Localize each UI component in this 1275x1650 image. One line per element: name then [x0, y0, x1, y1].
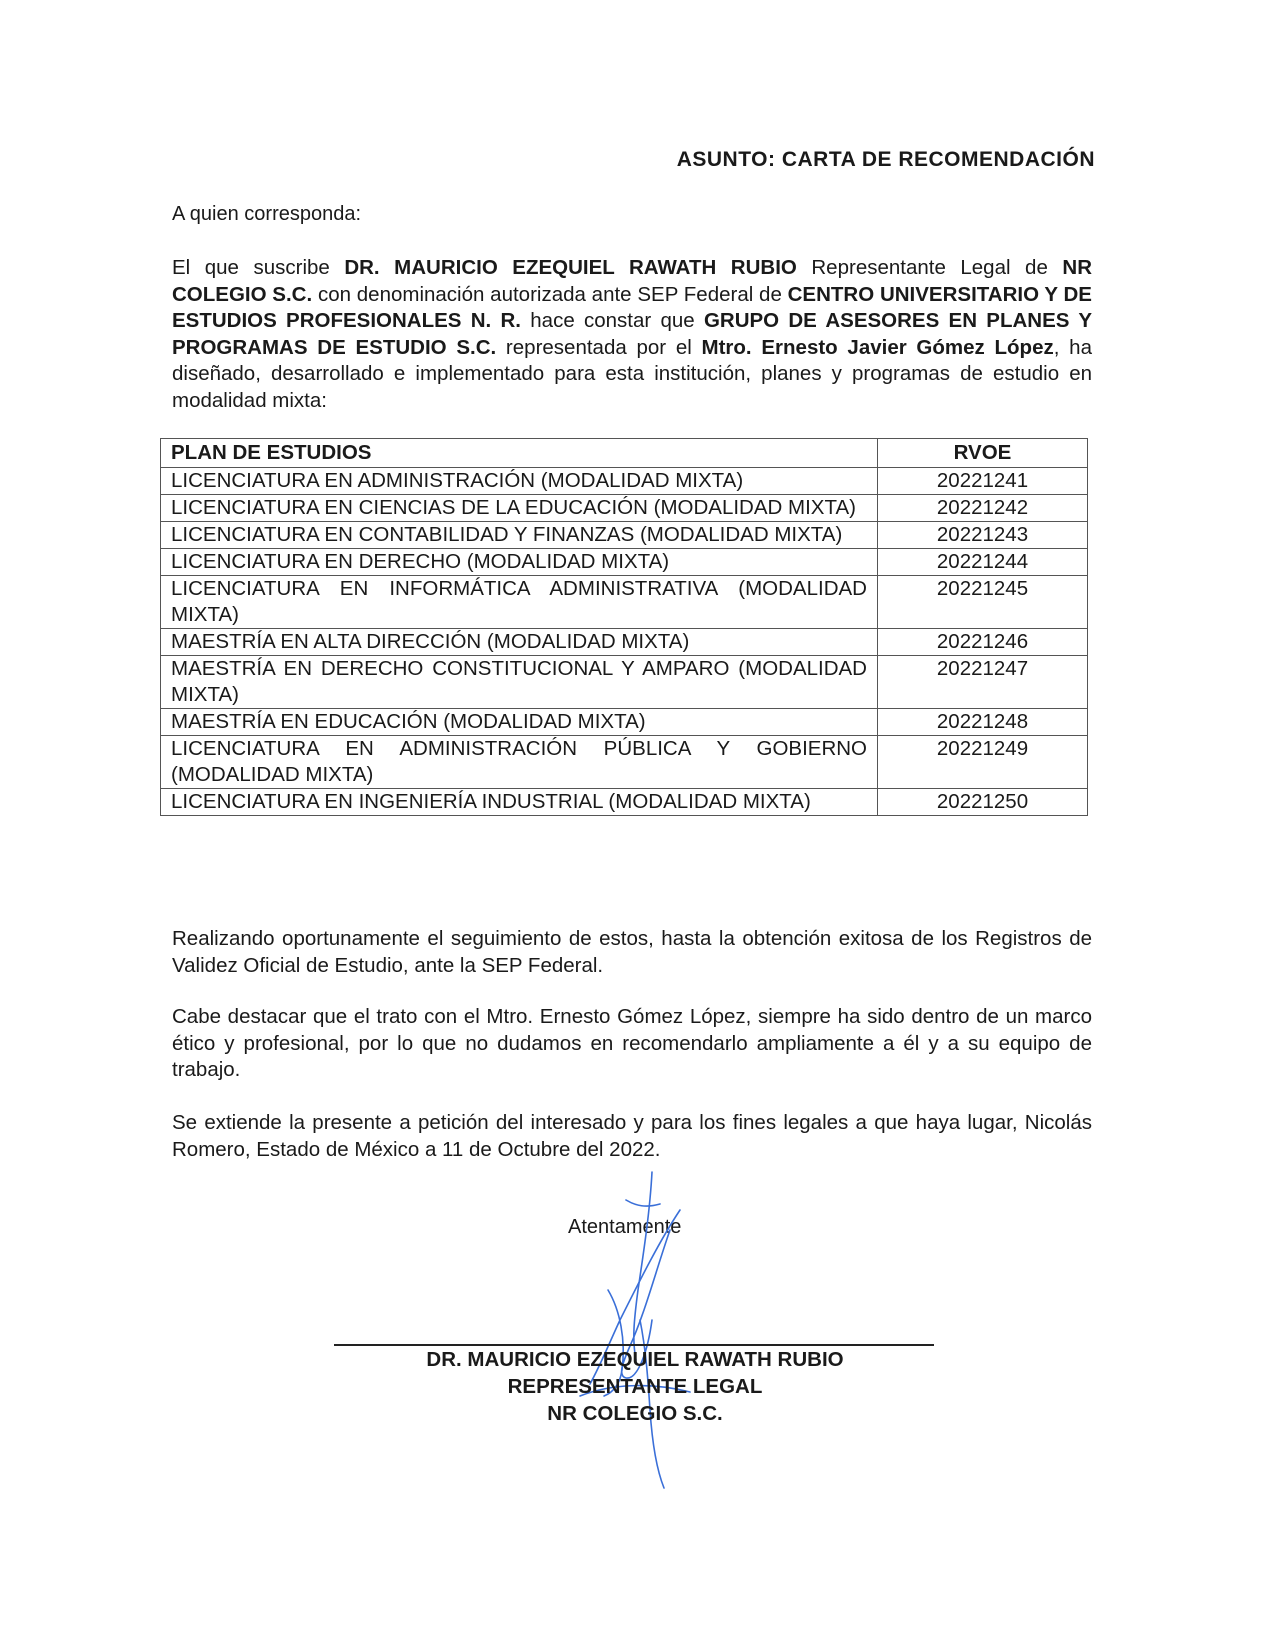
plan-cell: MAESTRÍA EN ALTA DIRECCIÓN (MODALIDAD MIXTA): [161, 629, 878, 656]
representative-name: Mtro. Ernesto Javier Gómez López: [701, 335, 1054, 359]
subject-heading: ASUNTO: CARTA DE RECOMENDACIÓN: [676, 148, 1095, 171]
rvoe-cell: 20221248: [878, 709, 1088, 736]
study-plans-table: [160, 438, 1088, 816]
rvoe-cell: 20221246: [878, 629, 1088, 656]
intro-paragraph: [172, 255, 1092, 414]
column-header-rvoe: RVOE: [878, 439, 1088, 468]
plan-cell: MAESTRÍA EN EDUCACIÓN (MODALIDAD MIXTA): [161, 709, 878, 736]
rvoe-cell: 20221242: [878, 495, 1088, 522]
intro-text: Representante Legal de: [796, 256, 1063, 279]
plan-cell: LICENCIATURA EN INFORMÁTICA ADMINISTRATIVA (MODALIDAD MIXTA): [161, 576, 878, 629]
plan-cell: LICENCIATURA EN CONTABILIDAD Y FINANZAS (MODALIDAD MIXTA): [161, 522, 878, 549]
table-row: [161, 709, 1088, 736]
consulting-group-name: GRUPO DE ASESORES EN PLANES Y PROGRAMAS DE ESTUDIO S.C.: [172, 309, 1092, 359]
intro-text: representada por el: [496, 335, 702, 359]
plan-cell: LICENCIATURA EN ADMINISTRACIÓN PÚBLICA Y GOBIERNO (MODALIDAD MIXTA): [161, 736, 878, 789]
rvoe-cell: 20221250: [878, 789, 1088, 816]
table-row: [161, 468, 1088, 495]
signer-organization: NR COLEGIO S.C.: [547, 1402, 723, 1425]
recommendation-paragraph: Cabe destacar que el trato con el Mtro. Ernesto Gómez López, siempre ha sido dentro de un marco ético y profesional, por lo que no dudamos en recomendarlo ampliamente a él y a su equipo de trabajo.: [172, 1005, 1092, 1081]
table-row: [161, 522, 1088, 549]
signer-name: DR. MAURICIO EZEQUIEL RAWATH RUBIO: [426, 1348, 844, 1371]
table-row: [161, 789, 1088, 816]
table-row: [161, 656, 1088, 709]
rvoe-cell: 20221245: [878, 576, 1088, 629]
follow-up-paragraph: Realizando oportunamente el seguimiento de estos, hasta la obtención exitosa de los Registros de Validez Oficial de Estudio, ante la SEP Federal.: [172, 927, 1092, 977]
signer-name-inline: DR. MAURICIO EZEQUIEL RAWATH RUBIO: [344, 256, 797, 279]
column-header-plan: PLAN DE ESTUDIOS: [161, 439, 878, 468]
rvoe-cell: 20221241: [878, 468, 1088, 495]
intro-text: El que suscribe: [172, 256, 345, 279]
greeting: A quien corresponda:: [172, 203, 362, 225]
table-row: [161, 629, 1088, 656]
rvoe-cell: 20221243: [878, 522, 1088, 549]
closing-salutation: Atentamente: [568, 1216, 682, 1238]
rvoe-cell: 20221249: [878, 736, 1088, 789]
institution-name: NR COLEGIO S.C.: [172, 256, 1092, 306]
intro-text: , ha diseñado, desarrollado e implementado para esta institución, planes y programas de estudio en modalidad mixta:: [172, 335, 1092, 412]
plan-cell: LICENCIATURA EN ADMINISTRACIÓN (MODALIDAD MIXTA): [161, 468, 878, 495]
extension-paragraph: Se extiende la presente a petición del interesado y para los fines legales a que haya lugar, Nicolás Romero, Estado de México a 11 de Octubre del 2022.: [172, 1111, 1092, 1161]
rvoe-cell: 20221244: [878, 549, 1088, 576]
plan-cell: LICENCIATURA EN DERECHO (MODALIDAD MIXTA): [161, 549, 878, 576]
intro-text: hace constar que: [521, 309, 704, 332]
table-row: [161, 576, 1088, 629]
rvoe-cell: 20221247: [878, 656, 1088, 709]
table-row: [161, 549, 1088, 576]
plan-cell: LICENCIATURA EN INGENIERÍA INDUSTRIAL (MODALIDAD MIXTA): [161, 789, 878, 816]
table-header-row: [161, 439, 1088, 468]
authorized-denomination: CENTRO UNIVERSITARIO Y DE ESTUDIOS PROFESIONALES N. R.: [172, 282, 1092, 332]
handwritten-signature: [560, 1170, 720, 1490]
signer-role: REPRESENTANTE LEGAL: [507, 1375, 763, 1398]
plan-cell: MAESTRÍA EN DERECHO CONSTITUCIONAL Y AMPARO (MODALIDAD MIXTA): [161, 656, 878, 709]
plan-cell: LICENCIATURA EN CIENCIAS DE LA EDUCACIÓN (MODALIDAD MIXTA): [161, 495, 878, 522]
intro-text: con denominación autorizada ante SEP Federal de: [312, 282, 788, 306]
table-row: [161, 736, 1088, 789]
signer-block: [330, 1346, 940, 1427]
table-row: [161, 495, 1088, 522]
